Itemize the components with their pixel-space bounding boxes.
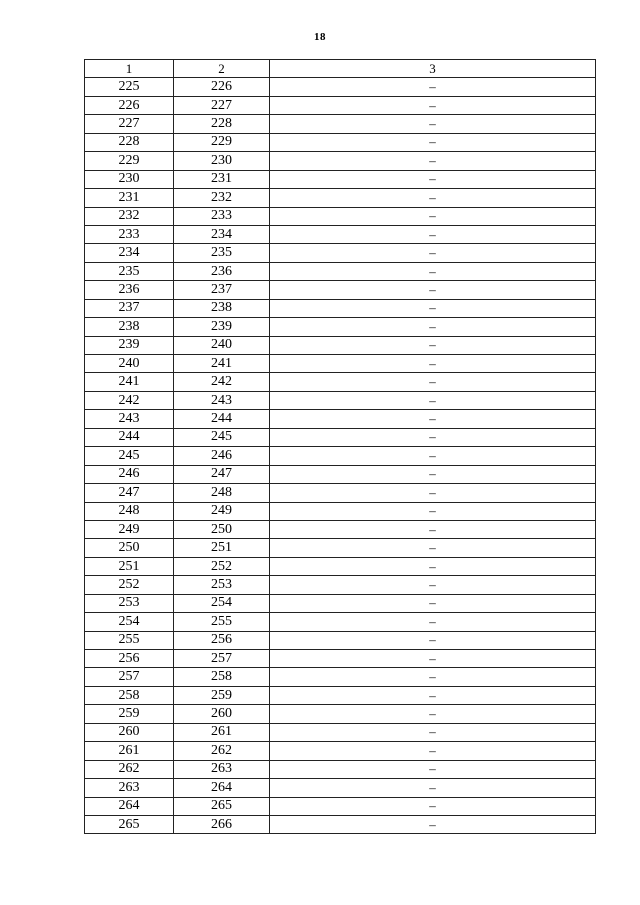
table-row [85,299,596,317]
table-cell-col-1: 263 [85,779,174,797]
table-cell-col-1: 237 [85,299,174,317]
table-row [85,520,596,538]
table-cell-col-1: 248 [85,502,174,520]
table-cell-col-1: 244 [85,428,174,446]
table-row [85,262,596,280]
table-cell-col-2: 237 [174,281,270,299]
table-cell-col-1: 233 [85,225,174,243]
table-row [85,391,596,409]
table-row [85,207,596,225]
column-header-3: 3 [270,60,596,78]
table-cell-col-3: – [270,410,596,428]
table-cell-col-3: – [270,244,596,262]
table-cell-col-1: 227 [85,115,174,133]
table-row [85,447,596,465]
table-cell-col-2: 259 [174,686,270,704]
table-cell-col-2: 235 [174,244,270,262]
table-header [85,60,596,78]
table-cell-col-2: 227 [174,96,270,114]
table-cell-col-2: 226 [174,78,270,96]
table-row [85,815,596,833]
table-cell-col-3: – [270,465,596,483]
table-cell-col-3: – [270,115,596,133]
table-cell-col-1: 249 [85,520,174,538]
table-row [85,576,596,594]
table-cell-col-1: 265 [85,815,174,833]
table-cell-col-3: – [270,742,596,760]
table-cell-col-2: 261 [174,723,270,741]
table-cell-col-3: – [270,520,596,538]
table-row [85,115,596,133]
data-table [84,59,596,834]
table-cell-col-2: 257 [174,650,270,668]
table-cell-col-2: 263 [174,760,270,778]
table-cell-col-3: – [270,576,596,594]
table-cell-col-2: 264 [174,779,270,797]
table-cell-col-3: – [270,613,596,631]
table-cell-col-1: 262 [85,760,174,778]
table-cell-col-1: 258 [85,686,174,704]
table-cell-col-1: 245 [85,447,174,465]
table-cell-col-3: – [270,78,596,96]
table-cell-col-1: 226 [85,96,174,114]
table-cell-col-2: 240 [174,336,270,354]
table-cell-col-3: – [270,539,596,557]
table-row [85,539,596,557]
table-cell-col-2: 241 [174,355,270,373]
table-cell-col-2: 228 [174,115,270,133]
table-row [85,225,596,243]
table-cell-col-1: 259 [85,705,174,723]
table-cell-col-3: – [270,336,596,354]
table-cell-col-3: – [270,557,596,575]
table-cell-col-3: – [270,668,596,686]
table-cell-col-3: – [270,281,596,299]
table-cell-col-3: – [270,484,596,502]
table-row [85,723,596,741]
table-cell-col-2: 230 [174,152,270,170]
table-cell-col-2: 243 [174,391,270,409]
table-cell-col-3: – [270,189,596,207]
table-cell-col-3: – [270,373,596,391]
table-row [85,686,596,704]
table-cell-col-1: 230 [85,170,174,188]
table-row [85,650,596,668]
table-cell-col-3: – [270,760,596,778]
table-cell-col-2: 229 [174,133,270,151]
table-cell-col-3: – [270,355,596,373]
column-header-2: 2 [174,60,270,78]
table-cell-col-2: 251 [174,539,270,557]
table-cell-col-3: – [270,133,596,151]
table-row [85,355,596,373]
table-row [85,465,596,483]
table-row [85,668,596,686]
table-cell-col-2: 266 [174,815,270,833]
table-cell-col-1: 231 [85,189,174,207]
table-cell-col-1: 247 [85,484,174,502]
table-cell-col-3: – [270,207,596,225]
table-cell-col-1: 251 [85,557,174,575]
table-cell-col-1: 238 [85,318,174,336]
table-cell-col-2: 260 [174,705,270,723]
table-row [85,373,596,391]
table-cell-col-2: 231 [174,170,270,188]
table-cell-col-1: 255 [85,631,174,649]
table-row [85,502,596,520]
table-cell-col-3: – [270,815,596,833]
table-row [85,484,596,502]
table-cell-col-2: 262 [174,742,270,760]
table-cell-col-2: 255 [174,613,270,631]
table-cell-col-1: 241 [85,373,174,391]
table-body [85,78,596,834]
table-cell-col-3: – [270,686,596,704]
table-row [85,78,596,96]
table-cell-col-3: – [270,262,596,280]
table-cell-col-2: 248 [174,484,270,502]
table-cell-col-1: 250 [85,539,174,557]
table-cell-col-1: 256 [85,650,174,668]
table-cell-col-1: 260 [85,723,174,741]
table-row [85,318,596,336]
table-cell-col-3: – [270,502,596,520]
table-cell-col-3: – [270,723,596,741]
table-row [85,281,596,299]
table-cell-col-1: 257 [85,668,174,686]
table-cell-col-2: 265 [174,797,270,815]
table-row [85,705,596,723]
table-row [85,760,596,778]
table-cell-col-3: – [270,152,596,170]
table-cell-col-1: 253 [85,594,174,612]
table-cell-col-2: 233 [174,207,270,225]
table-cell-col-3: – [270,631,596,649]
table-cell-col-2: 250 [174,520,270,538]
table-cell-col-2: 247 [174,465,270,483]
table-cell-col-1: 254 [85,613,174,631]
table-header-row [85,60,596,78]
table-row [85,557,596,575]
table-cell-col-1: 239 [85,336,174,354]
table-row [85,336,596,354]
table-cell-col-2: 252 [174,557,270,575]
table-cell-col-1: 234 [85,244,174,262]
table-row [85,428,596,446]
table-cell-col-2: 232 [174,189,270,207]
table-cell-col-1: 232 [85,207,174,225]
table-cell-col-1: 264 [85,797,174,815]
table-row [85,594,596,612]
table-cell-col-1: 235 [85,262,174,280]
table-cell-col-3: – [270,170,596,188]
table-cell-col-3: – [270,779,596,797]
table-cell-col-1: 246 [85,465,174,483]
table-cell-col-3: – [270,225,596,243]
table-cell-col-2: 234 [174,225,270,243]
table-cell-col-1: 243 [85,410,174,428]
table-cell-col-3: – [270,96,596,114]
table-cell-col-1: 261 [85,742,174,760]
table-cell-col-1: 228 [85,133,174,151]
table-cell-col-2: 239 [174,318,270,336]
table-cell-col-1: 252 [85,576,174,594]
table-cell-col-3: – [270,447,596,465]
table-cell-col-3: – [270,391,596,409]
table-row [85,189,596,207]
table-cell-col-2: 244 [174,410,270,428]
table-cell-col-3: – [270,299,596,317]
table-cell-col-3: – [270,318,596,336]
table-cell-col-2: 238 [174,299,270,317]
table-cell-col-1: 236 [85,281,174,299]
table-cell-col-2: 242 [174,373,270,391]
table-cell-col-1: 240 [85,355,174,373]
table-row [85,244,596,262]
column-header-1: 1 [85,60,174,78]
table-cell-col-3: – [270,594,596,612]
table-row [85,96,596,114]
table-cell-col-3: – [270,428,596,446]
table-cell-col-3: – [270,705,596,723]
table-cell-col-2: 246 [174,447,270,465]
page-number: 18 [314,31,326,43]
table-row [85,133,596,151]
table-row [85,797,596,815]
table-cell-col-3: – [270,650,596,668]
table-row [85,170,596,188]
table-cell-col-1: 225 [85,78,174,96]
table-row [85,152,596,170]
table-cell-col-2: 254 [174,594,270,612]
table-row [85,742,596,760]
table-row [85,410,596,428]
table-cell-col-1: 229 [85,152,174,170]
table-cell-col-3: – [270,797,596,815]
table-row [85,631,596,649]
table-row [85,613,596,631]
table-cell-col-1: 242 [85,391,174,409]
table-cell-col-2: 249 [174,502,270,520]
table-row [85,779,596,797]
table-cell-col-2: 256 [174,631,270,649]
table-cell-col-2: 253 [174,576,270,594]
table-cell-col-2: 258 [174,668,270,686]
table-cell-col-2: 245 [174,428,270,446]
table-cell-col-2: 236 [174,262,270,280]
